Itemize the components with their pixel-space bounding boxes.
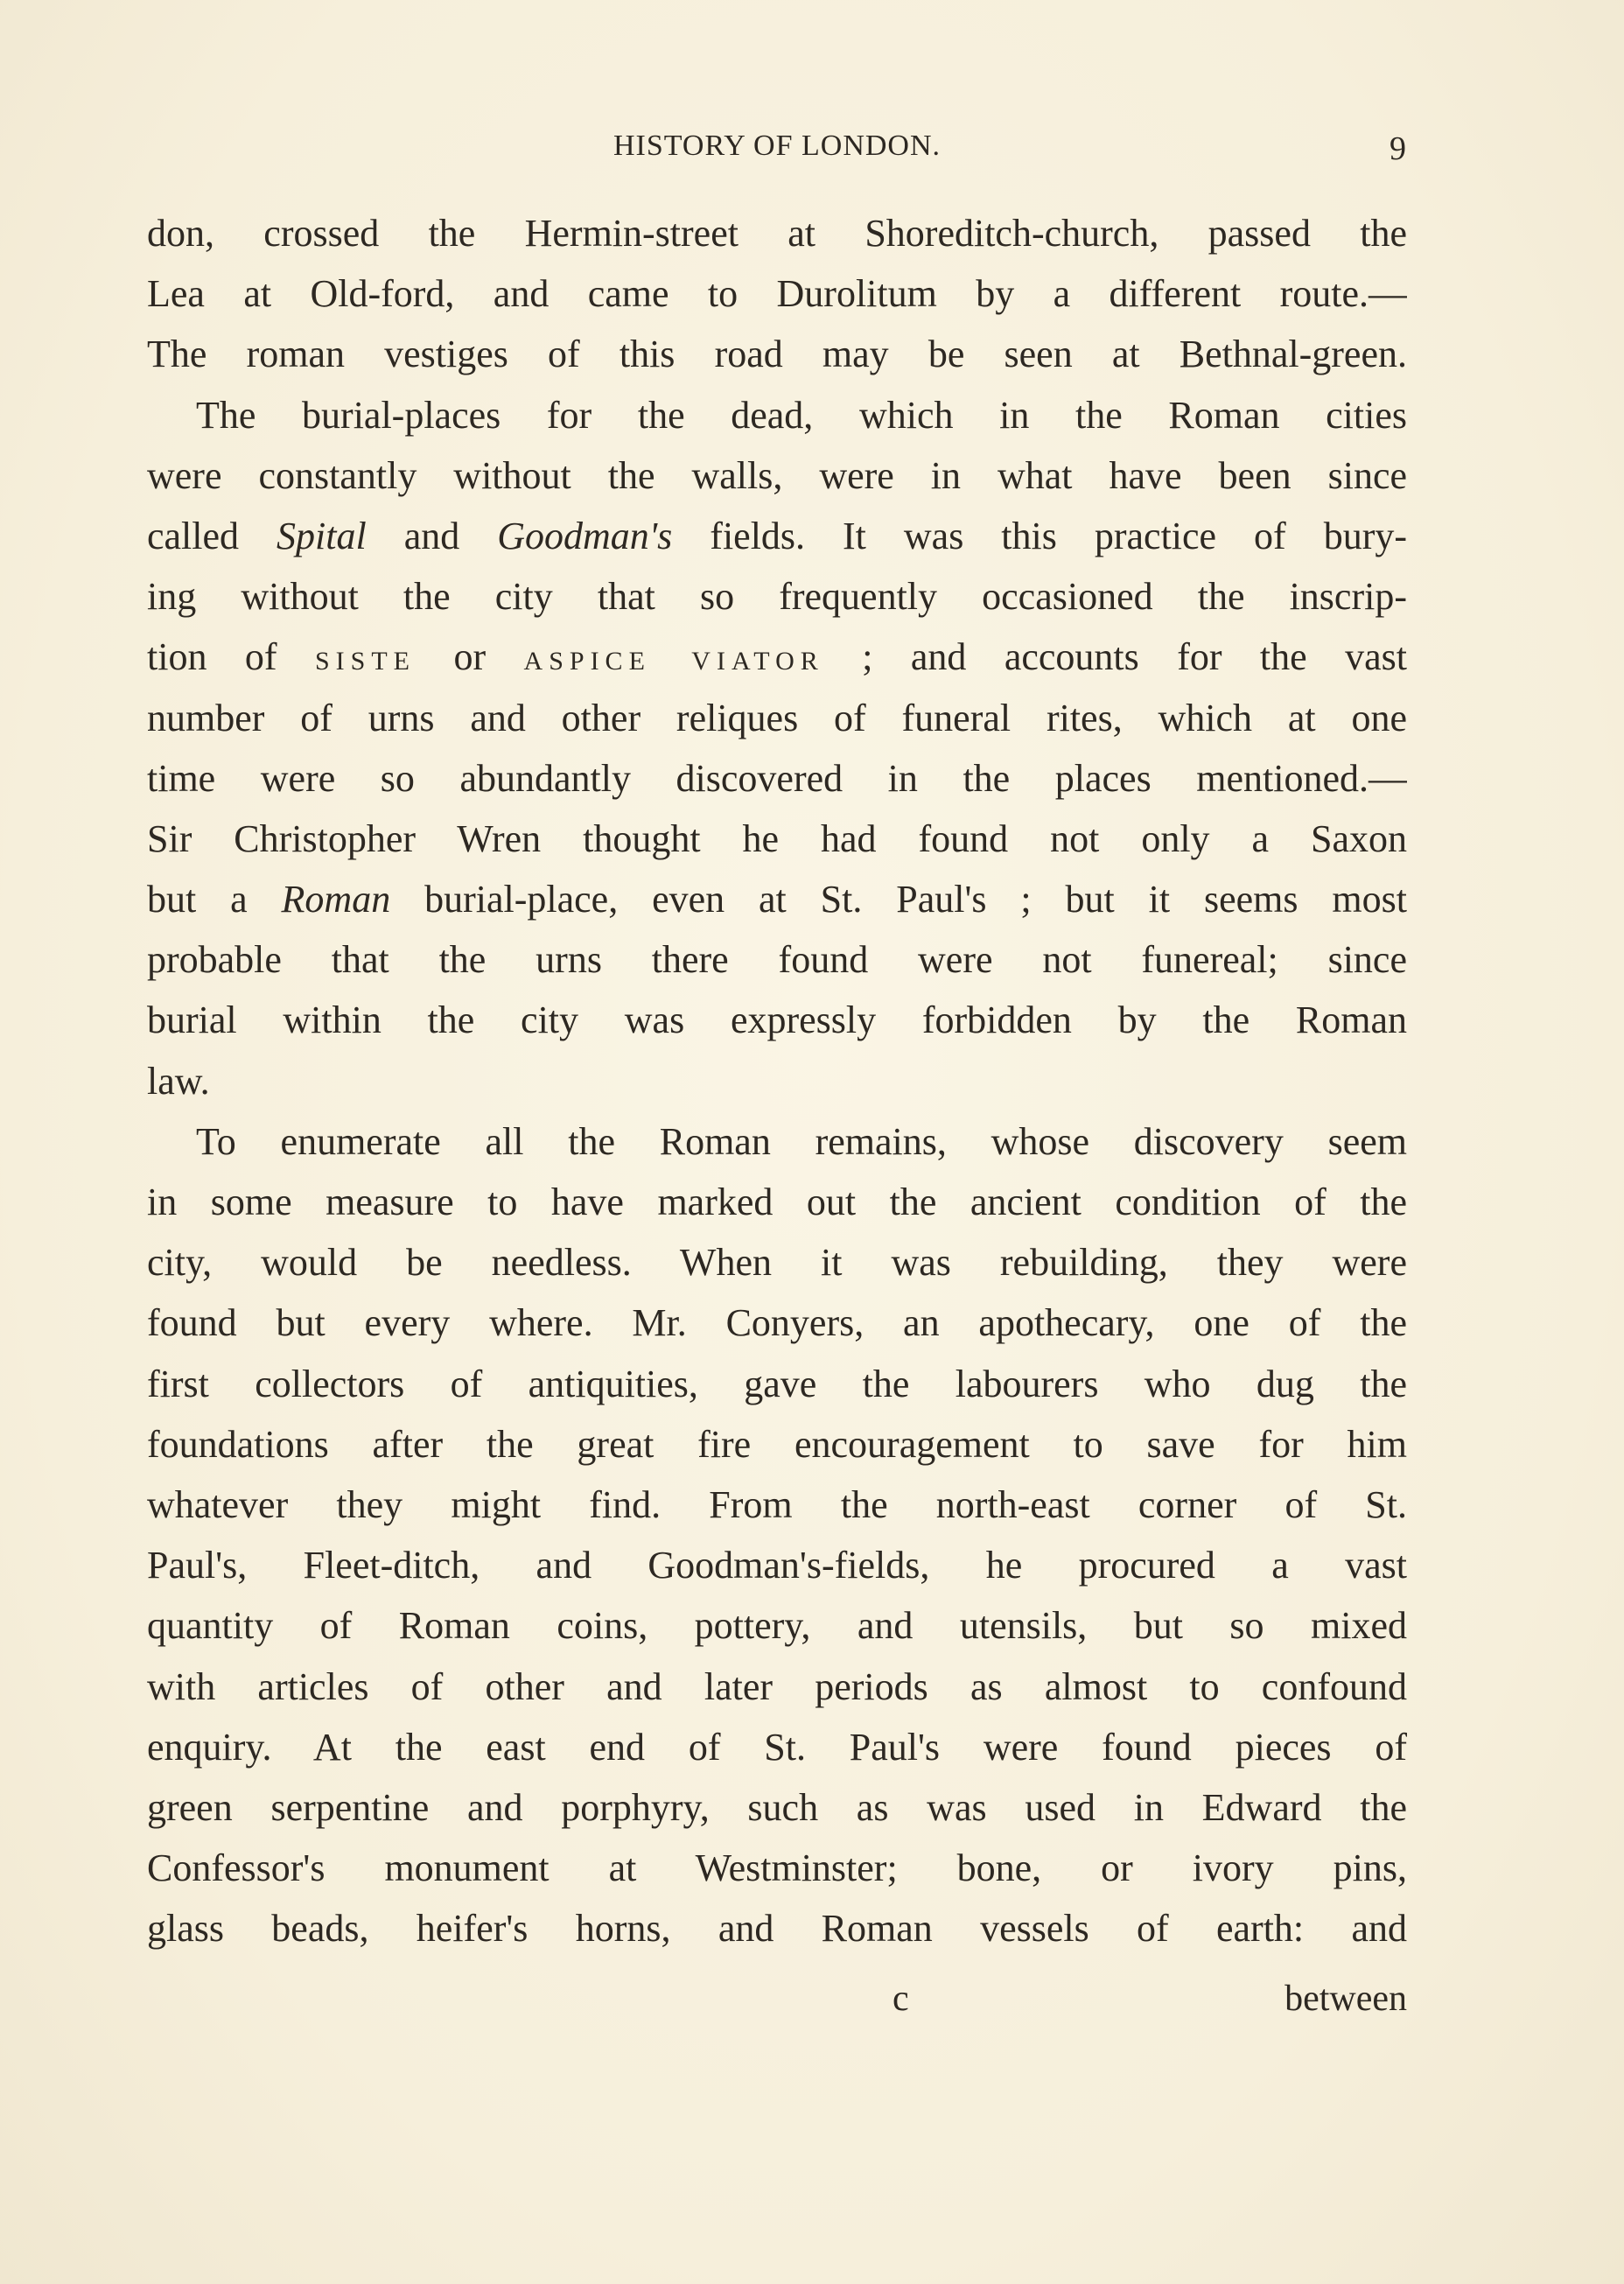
text-line: ing without the city that so frequently occasioned the inscrip- — [147, 575, 1407, 619]
text-line: Sir Christopher Wren thought he had found not only a Saxon — [147, 816, 1407, 860]
text-line: green serpentine and porphyry, such as was used in Edward the — [147, 1785, 1407, 1829]
text-line: number of urns and other reliques of funeral rites, which at one — [147, 696, 1407, 739]
paragraph-last-line: law. — [147, 1059, 210, 1103]
text-line: foundations after the great fire encouragement to save for him — [147, 1422, 1407, 1466]
text-run: ; and accounts for the vast — [823, 635, 1407, 679]
text-line — [147, 869, 1407, 929]
page-footer — [147, 1978, 1407, 2039]
text-line: whatever they might find. From the north-east corner of St. — [147, 1482, 1407, 1526]
text-line: don, crossed the Hermin-street at Shoreditch-church, passed the — [147, 212, 1407, 255]
text-line: glass beads, heifer's horns, and Roman vessels of earth: and — [147, 1907, 1407, 1951]
text-line: burial within the city was expressly forbidden by the Roman — [147, 998, 1407, 1042]
italic-word: Roman — [281, 878, 391, 921]
signature-mark: c — [892, 1979, 909, 2019]
page-number: 9 — [1390, 130, 1407, 167]
paragraph-first-line: The burial-places for the dead, which in the Roman cities — [196, 393, 1407, 437]
text-line: enquiry. At the east end of St. Paul's were found pieces of — [147, 1725, 1407, 1769]
text-line: Paul's, Fleet-ditch, and Goodman's-fields, he procured a vast — [147, 1544, 1407, 1587]
text-line: probable that the urns there found were not funereal; since — [147, 938, 1407, 982]
text-line — [147, 627, 1407, 687]
catchword: between — [1284, 1979, 1407, 2019]
text-run: called — [147, 514, 277, 557]
text-line: in some measure to have marked out the ancient condition of the — [147, 1181, 1407, 1223]
text-run: but a — [147, 878, 282, 921]
text-run: and — [366, 514, 498, 557]
text-line — [147, 506, 1407, 566]
text-line: Confessor's monument at Westminster; bone, or ivory pins, — [147, 1846, 1407, 1890]
text-line: city, would be needless. When it was rebuilding, they were — [147, 1241, 1407, 1285]
text-run: or — [416, 635, 524, 679]
text-line: quantity of Roman coins, pottery, and utensils, but so mixed — [147, 1604, 1407, 1648]
text-line: time were so abundantly discovered in the places mentioned.— — [147, 756, 1407, 800]
italic-place-name: Spital — [276, 514, 367, 557]
text-line: with articles of other and later periods as almost to confound — [147, 1664, 1407, 1708]
text-line: first collectors of antiquities, gave the labourers who dug the — [147, 1362, 1407, 1405]
text-line: found but every where. Mr. Conyers, an apothecary, one of the — [147, 1301, 1407, 1345]
text-run: tion of — [147, 635, 315, 679]
text-line: Lea at Old-ford, and came to Durolitum by a different route.— — [147, 272, 1407, 316]
text-run: burial-place, even at St. Paul's ; but it seems most — [390, 878, 1407, 921]
body-text — [147, 203, 1407, 1958]
page-header — [147, 130, 1407, 173]
small-caps-inscription: ASPICE VIATOR — [523, 647, 824, 676]
paragraph-first-line: To enumerate all the Roman remains, whose discovery seem — [196, 1119, 1407, 1163]
text-run: fields. It was this practice of bury- — [672, 514, 1407, 557]
text-line: The roman vestiges of this road may be seen at Bethnal-green. — [147, 333, 1407, 376]
text-line: were constantly without the walls, were in what have been since — [147, 453, 1407, 497]
running-head: HISTORY OF LONDON. — [612, 130, 942, 162]
small-caps-inscription: SISTE — [314, 647, 416, 676]
italic-place-name: Goodman's — [497, 514, 673, 557]
